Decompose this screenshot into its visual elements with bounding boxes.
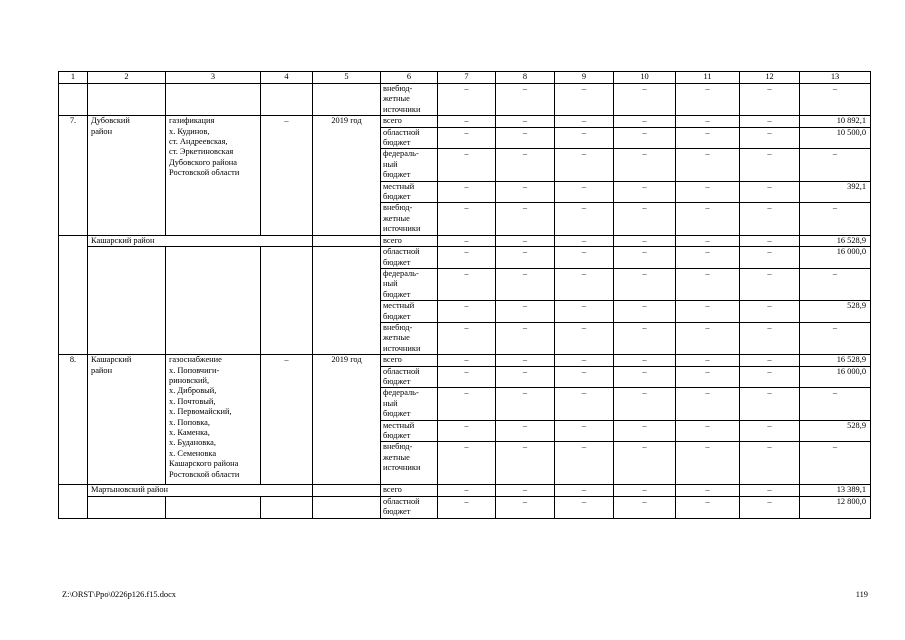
value-cell: – (555, 420, 614, 442)
total-value: 16 000,0 (800, 366, 871, 388)
table-row (59, 496, 871, 518)
value-cell: – (614, 268, 676, 300)
value-cell: – (438, 84, 496, 116)
source-label: областной бюджет (381, 127, 438, 149)
col-header: 7 (438, 72, 496, 84)
value-cell: – (740, 268, 800, 300)
value-cell: – (676, 127, 740, 149)
total-value: 528,9 (800, 420, 871, 442)
col-header: 6 (381, 72, 438, 84)
table-row (59, 247, 871, 269)
value-cell: – (496, 322, 555, 354)
value-cell: – (614, 247, 676, 269)
source-label: всего (381, 116, 438, 127)
cell-num (59, 84, 88, 116)
value-cell: – (800, 84, 871, 116)
value-cell: – (676, 181, 740, 203)
cell-district (88, 84, 166, 116)
cell-num (59, 235, 88, 246)
cell-description (166, 496, 261, 518)
value-cell: – (496, 181, 555, 203)
source-label: внебюд- жетные источники (381, 84, 438, 116)
value-cell: – (676, 366, 740, 388)
source-label: всего (381, 355, 438, 366)
source-label: местный бюджет (381, 420, 438, 442)
total-value: 10 500,0 (800, 127, 871, 149)
table-row (59, 235, 871, 246)
value-cell: – (555, 496, 614, 518)
value-cell: – (614, 149, 676, 181)
col-header: 10 (614, 72, 676, 84)
cell-col4 (261, 84, 313, 116)
total-value: – (800, 442, 871, 485)
source-label: федераль- ный бюджет (381, 149, 438, 181)
source-label: всего (381, 485, 438, 496)
value-cell: – (614, 203, 676, 235)
total-value: 16 528,9 (800, 235, 871, 246)
col-header: 11 (676, 72, 740, 84)
table-row (59, 355, 871, 366)
value-cell: – (496, 268, 555, 300)
value-cell: – (555, 235, 614, 246)
total-value: – (800, 268, 871, 300)
value-cell: – (496, 301, 555, 323)
value-cell: – (740, 388, 800, 420)
cell-year (313, 235, 381, 246)
value-cell: – (438, 247, 496, 269)
value-cell: – (614, 485, 676, 496)
value-cell: – (676, 268, 740, 300)
value-cell: – (740, 485, 800, 496)
value-cell: – (496, 355, 555, 366)
value-cell: – (496, 388, 555, 420)
year: 2019 год (313, 355, 381, 485)
cell-year (313, 247, 381, 355)
value-cell: – (555, 301, 614, 323)
value-cell: – (614, 127, 676, 149)
cell-col4 (261, 247, 313, 355)
total-value: – (800, 322, 871, 354)
col-header: 5 (313, 72, 381, 84)
value-cell: – (676, 235, 740, 246)
value-cell: – (555, 127, 614, 149)
value-cell: – (438, 181, 496, 203)
file-path: Z:\ORST\Ppo\0226p126.f15.docx (62, 590, 176, 599)
page-number: 119 (855, 590, 868, 599)
value-cell: – (740, 496, 800, 518)
value-cell: – (740, 301, 800, 323)
value-cell: – (438, 322, 496, 354)
cell-year (313, 485, 381, 496)
value-cell: – (438, 127, 496, 149)
value-cell: – (438, 485, 496, 496)
value-cell: – (740, 84, 800, 116)
cell-district (88, 496, 166, 518)
value-cell: – (676, 322, 740, 354)
value-cell: – (614, 420, 676, 442)
value-cell: – (676, 496, 740, 518)
source-label: местный бюджет (381, 181, 438, 203)
value-cell: – (740, 322, 800, 354)
cell-description (166, 84, 261, 116)
total-value: 392,1 (800, 181, 871, 203)
value-cell: – (555, 485, 614, 496)
cell-num (59, 485, 88, 496)
value-cell: – (496, 247, 555, 269)
cell-description (166, 247, 261, 355)
program-table (58, 71, 871, 519)
project-description: газификация х. Кудинов, ст. Андреевская, ст. Эркетиновская Дубовского района Ростовской области (166, 116, 261, 235)
district-total-title: Кашарский район (88, 235, 313, 246)
value-cell: – (740, 235, 800, 246)
value-cell: – (496, 84, 555, 116)
value-cell: – (496, 203, 555, 235)
table-row (59, 116, 871, 127)
value-cell: – (740, 247, 800, 269)
value-cell: – (496, 116, 555, 127)
source-label: всего (381, 235, 438, 246)
value-cell: – (740, 149, 800, 181)
value-cell: – (676, 203, 740, 235)
value-cell: – (438, 116, 496, 127)
source-label: федераль- ный бюджет (381, 268, 438, 300)
col-header: 2 (88, 72, 166, 84)
total-value: 10 892,1 (800, 116, 871, 127)
value-cell: – (438, 442, 496, 485)
source-label: областной бюджет (381, 247, 438, 269)
value-cell: – (496, 235, 555, 246)
row-number: 8. (59, 355, 88, 485)
value-cell: – (676, 420, 740, 442)
value-cell: – (676, 442, 740, 485)
value-cell: – (438, 388, 496, 420)
col-header: 12 (740, 72, 800, 84)
value-cell: – (438, 149, 496, 181)
value-cell: – (676, 388, 740, 420)
value-cell: – (676, 149, 740, 181)
cell-year (313, 496, 381, 518)
value-cell: – (555, 388, 614, 420)
cell-num (59, 496, 88, 518)
value-cell: – (740, 181, 800, 203)
source-label: федераль- ный бюджет (381, 388, 438, 420)
value-cell: – (555, 247, 614, 269)
value-cell: – (438, 301, 496, 323)
total-value: 13 389,1 (800, 485, 871, 496)
value-cell: – (555, 181, 614, 203)
value-cell: – (438, 355, 496, 366)
total-value: – (800, 203, 871, 235)
value-cell: – (496, 366, 555, 388)
value-cell: – (555, 149, 614, 181)
source-label: внебюд- жетные источники (381, 203, 438, 235)
col-header: 4 (261, 72, 313, 84)
value-cell: – (740, 420, 800, 442)
cell-district (88, 247, 166, 355)
value-cell: – (555, 366, 614, 388)
cell-col4 (261, 496, 313, 518)
value-cell: – (438, 496, 496, 518)
value-cell: – (614, 84, 676, 116)
value-cell: – (496, 127, 555, 149)
source-label: местный бюджет (381, 301, 438, 323)
value-cell: – (496, 496, 555, 518)
value-cell: – (676, 247, 740, 269)
value-cell: – (555, 322, 614, 354)
header-row (59, 72, 871, 84)
col-header: 1 (59, 72, 88, 84)
col-header: 3 (166, 72, 261, 84)
table-row (59, 485, 871, 496)
value-cell: – (555, 268, 614, 300)
value-cell: – (740, 442, 800, 485)
value-cell: – (676, 355, 740, 366)
total-value: 12 800,0 (800, 496, 871, 518)
value-cell: – (555, 84, 614, 116)
value-cell: – (438, 203, 496, 235)
value-cell: – (438, 235, 496, 246)
col-header: 13 (800, 72, 871, 84)
value-cell: – (676, 485, 740, 496)
value-cell: – (740, 127, 800, 149)
col-header: 8 (496, 72, 555, 84)
value-cell: – (555, 442, 614, 485)
value-cell: – (555, 116, 614, 127)
value-cell: – (555, 355, 614, 366)
value-cell: – (740, 116, 800, 127)
value-cell: – (496, 485, 555, 496)
total-value: 16 528,9 (800, 355, 871, 366)
district-name: Кашарский район (88, 355, 166, 485)
value-cell: – (740, 355, 800, 366)
value-cell: – (614, 355, 676, 366)
value-cell: – (614, 388, 676, 420)
total-value: 16 000,0 (800, 247, 871, 269)
value-cell: – (740, 203, 800, 235)
value-cell: – (555, 203, 614, 235)
value-cell: – (614, 496, 676, 518)
value-cell: – (438, 366, 496, 388)
col4-value: – (261, 116, 313, 235)
value-cell: – (740, 366, 800, 388)
total-value: 528,9 (800, 301, 871, 323)
source-label: внебюд- жетные источники (381, 322, 438, 354)
value-cell: – (676, 301, 740, 323)
value-cell: – (614, 442, 676, 485)
value-cell: – (496, 420, 555, 442)
col4-value: – (261, 355, 313, 485)
year: 2019 год (313, 116, 381, 235)
value-cell: – (438, 268, 496, 300)
table-row (59, 84, 871, 116)
value-cell: – (614, 116, 676, 127)
project-description: газоснабжение х. Поповчиги- риновский, х. Дибровый, х. Почтовый, х. Первомайский, х. Поповка, х. Каменка, х. Будановка, х. Семеновка Кашарского района Ростовской области (166, 355, 261, 485)
value-cell: – (614, 235, 676, 246)
value-cell: – (614, 301, 676, 323)
district-total-title: Мартыновский район (88, 485, 313, 496)
value-cell: – (614, 322, 676, 354)
district-name: Дубовский район (88, 116, 166, 235)
value-cell: – (496, 442, 555, 485)
total-value: – (800, 388, 871, 420)
value-cell: – (496, 149, 555, 181)
row-number: 7. (59, 116, 88, 235)
source-label: областной бюджет (381, 496, 438, 518)
source-label: областной бюджет (381, 366, 438, 388)
cell-year (313, 84, 381, 116)
value-cell: – (676, 84, 740, 116)
source-label: внебюд- жетные источники (381, 442, 438, 485)
total-value: – (800, 149, 871, 181)
value-cell: – (676, 116, 740, 127)
value-cell: – (614, 181, 676, 203)
value-cell: – (438, 420, 496, 442)
value-cell: – (614, 366, 676, 388)
col-header: 9 (555, 72, 614, 84)
cell-num (59, 247, 88, 355)
